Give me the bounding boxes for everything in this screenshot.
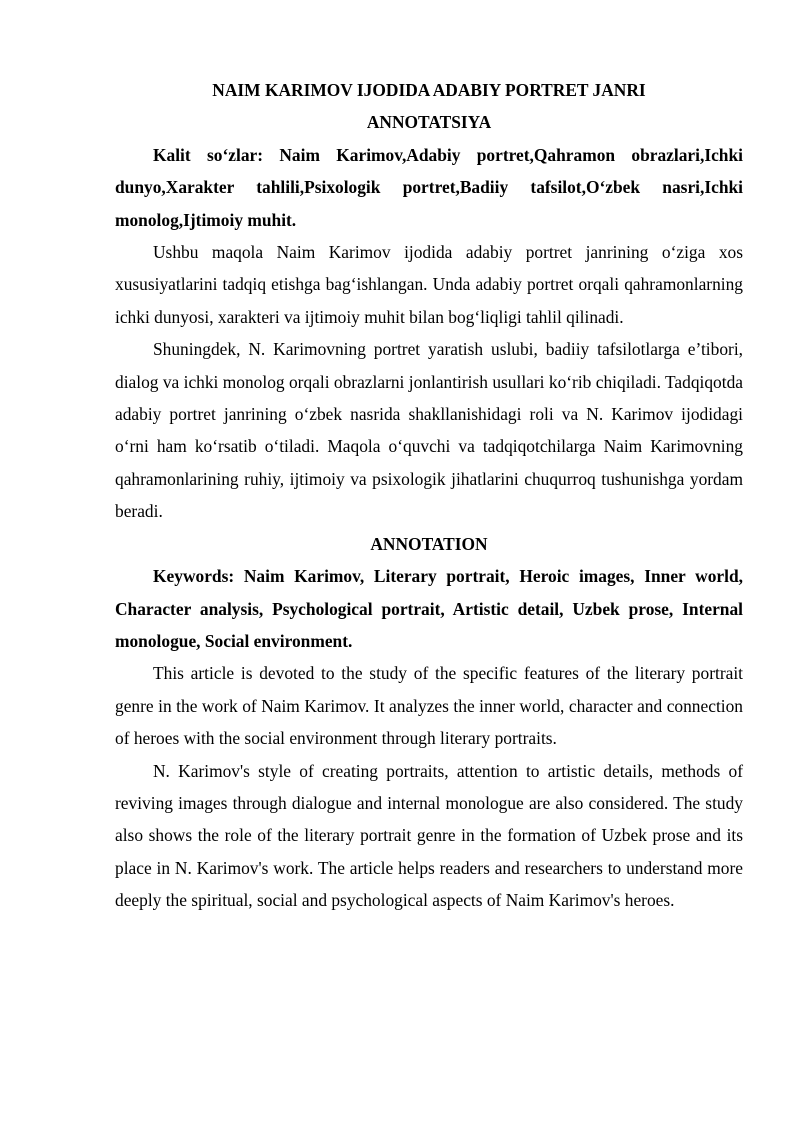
document-title: NAIM KARIMOV IJODIDA ADABIY PORTRET JANRI (212, 80, 646, 100)
annotation-en-heading: ANNOTATION (370, 533, 488, 554)
annotation-uz-keywords: Kalit so‘zlar: Naim Karimov,Adabiy portret,Qahramon obrazlari,Ichki dunyo,Xarakter tahlili,Psixologik portret,Badiiy tafsilot,O‘zbek nasri,Ichki monolog,Ijtimoiy muhit. (115, 144, 743, 230)
document-page (115, 74, 743, 917)
annotation-uz-heading: ANNOTATSIYA (366, 112, 492, 133)
annotation-en-paragraph: This article is devoted to the study of the specific features of the literary portrait genre in the work of Naim Karimov. It analyzes the inner world, character and connection of heroes with the social environment through literary portraits. (115, 663, 743, 749)
annotation-uz-paragraph: Shuningdek, N. Karimovning portret yaratish uslubi, badiiy tafsilotlarga e’tibori, dialog va ichki monolog orqali obrazlarni jonlantirish usullari ko‘rib chiqiladi. Tadqiqotda adabiy portret janrining o‘zbek nasrida shakllanishidagi roli va N. Karimov ijodidagi o‘rni ham ko‘rsatib o‘tiladi. Maqola o‘quvchi va tadqiqotchilarga Naim Karimovning qahramonlarining ruhiy, ijtimoiy va psixologik jihatlarini chuqurroq tushunishga yordam beradi. (115, 339, 743, 522)
annotation-en-paragraph: N. Karimov's style of creating portraits, attention to artistic details, methods of reviving images through dialogue and internal monologue are also considered. The study also shows the role of the literary portrait genre in the formation of Uzbek prose and its place in N. Karimov's work. The article helps readers and researchers to understand more deeply the spiritual, social and psychological aspects of Naim Karimov's heroes. (115, 760, 743, 911)
annotation-en-keywords: Keywords: Naim Karimov, Literary portrait, Heroic images, Inner world, Character analysis, Psychological portrait, Artistic detail, Uzbek prose, Internal monologue, Social environment. (115, 566, 743, 651)
annotation-uz-paragraph: Ushbu maqola Naim Karimov ijodida adabiy portret janrining o‘ziga xos xususiyatlarini tadqiq etishga bag‘ishlangan. Unda adabiy portret orqali qahramonlarning ichki dunyosi, xarakteri va ijtimoiy muhit bilan bog‘liqligi tahlil qilinadi. (115, 242, 743, 327)
